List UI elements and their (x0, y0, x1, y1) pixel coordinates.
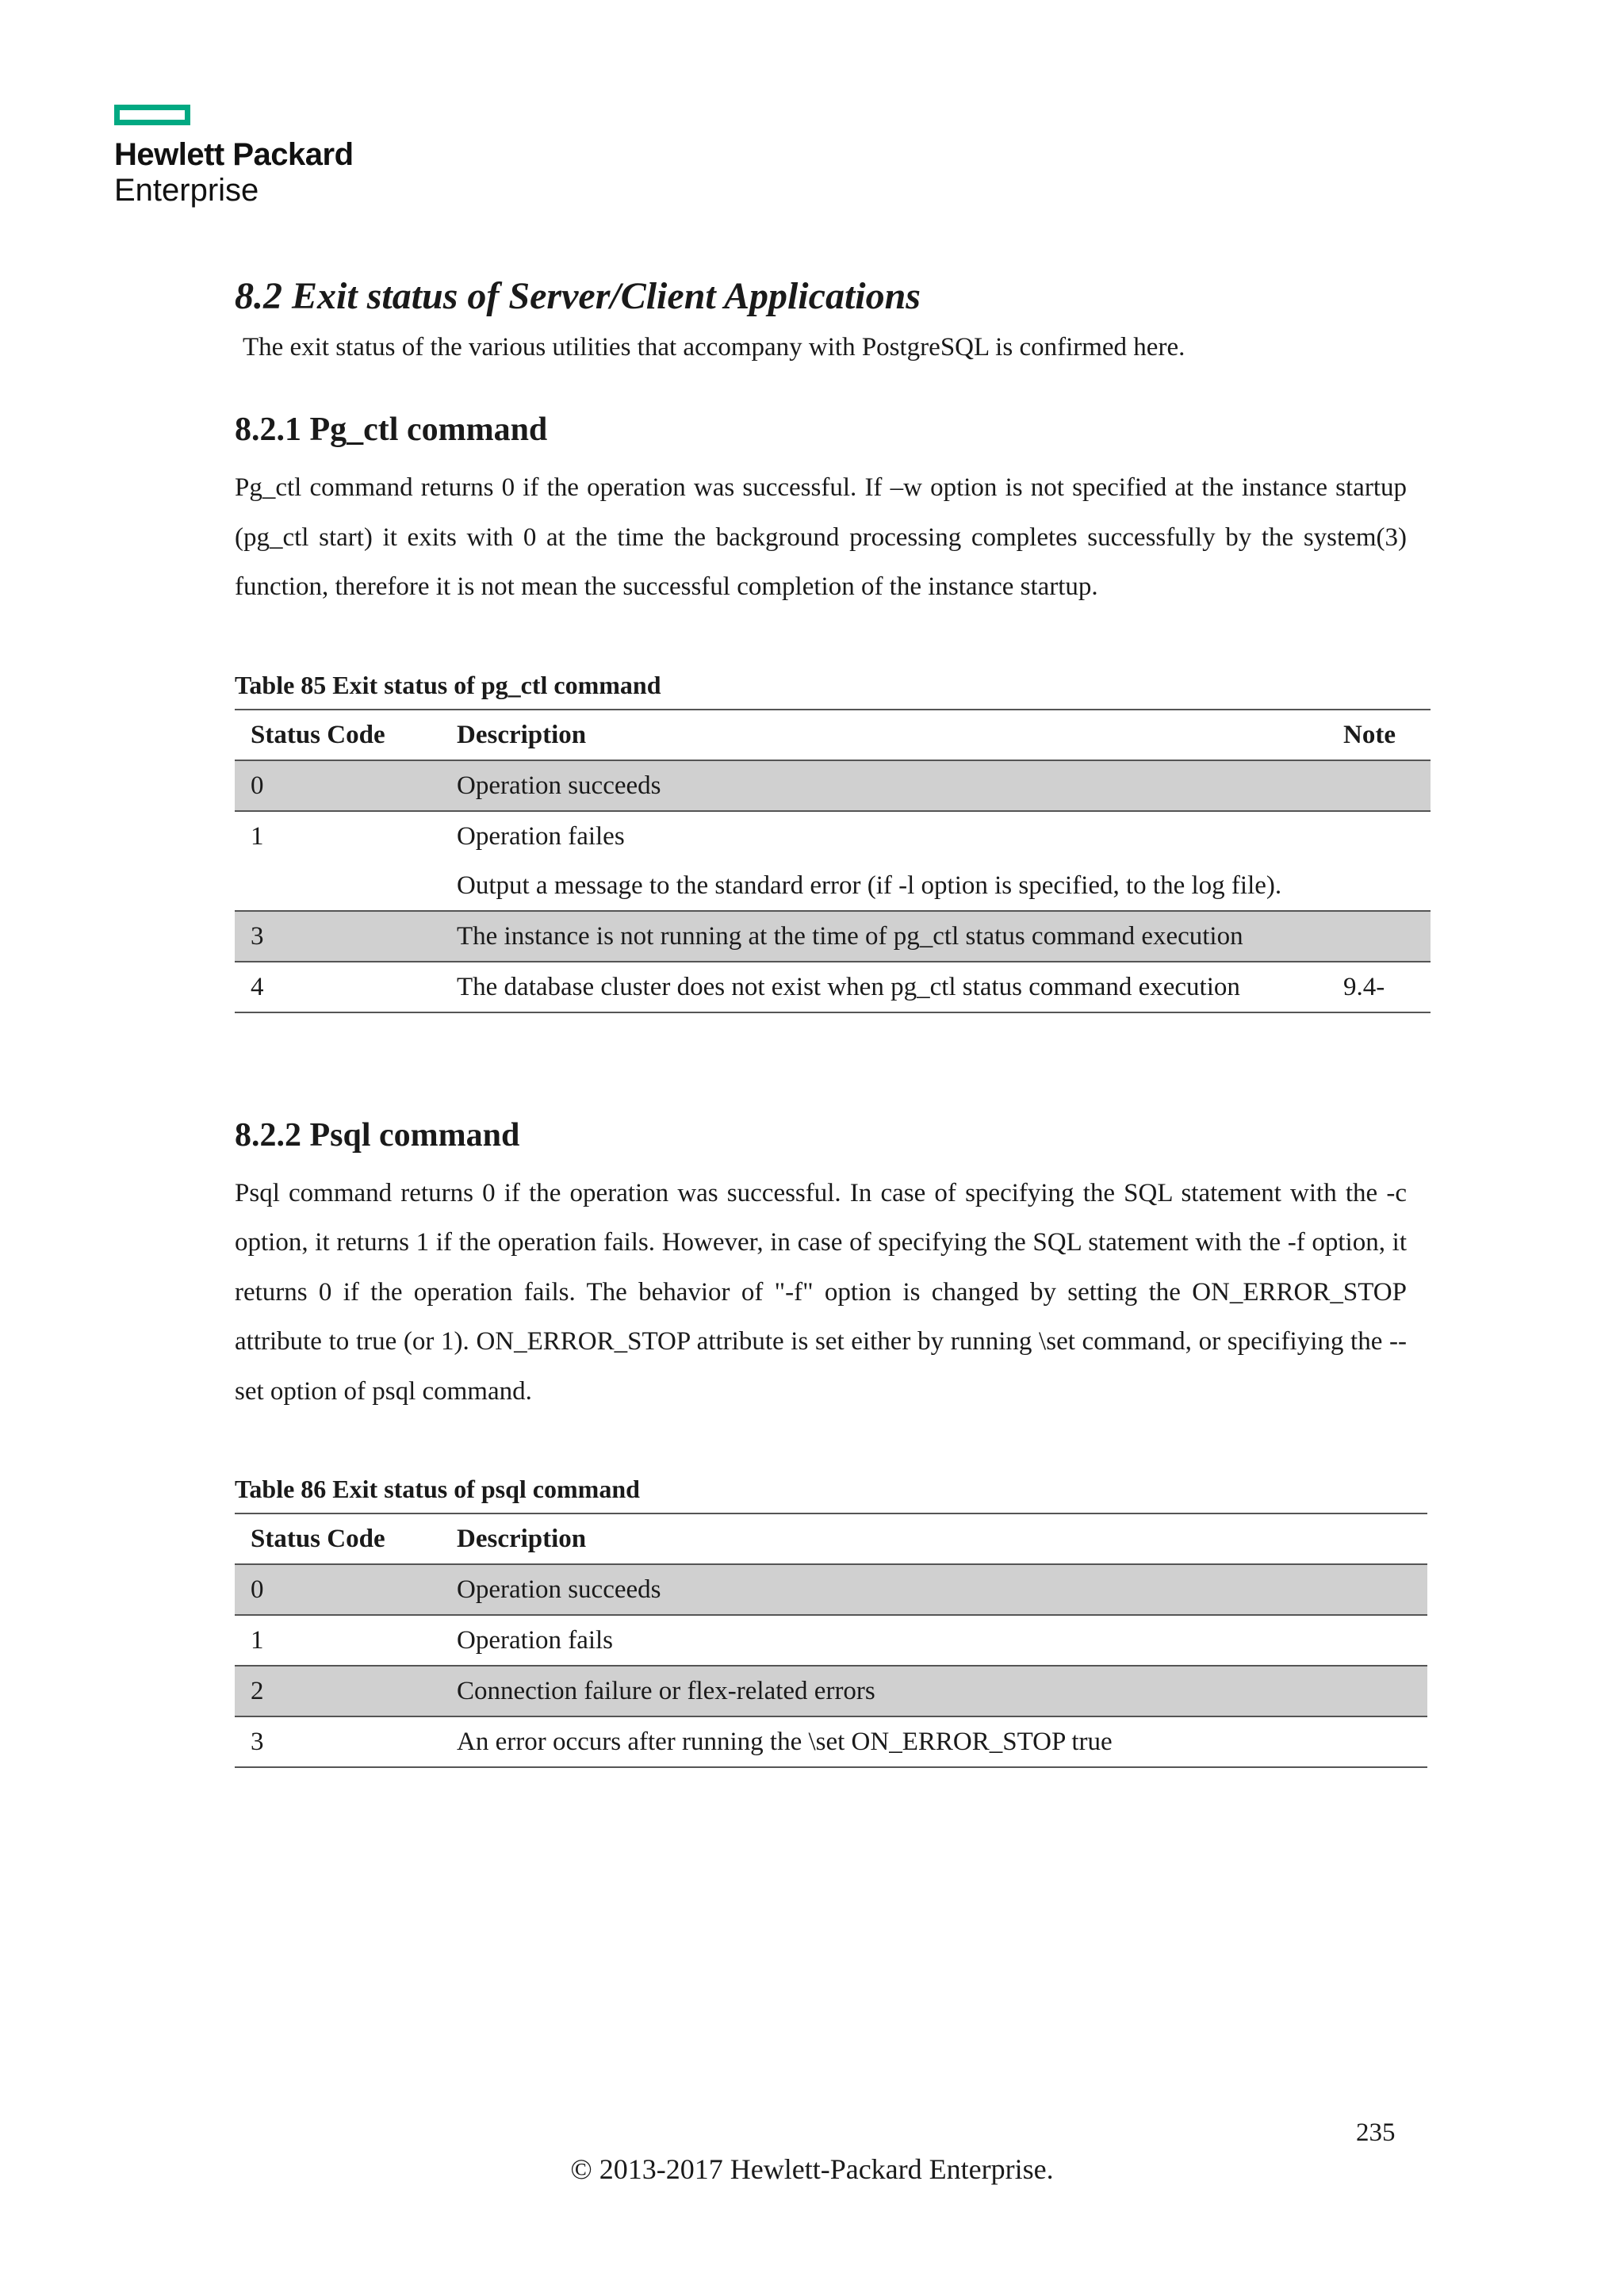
cell-description-line1: Operation failes (457, 821, 625, 851)
section-title: 8.2 Exit status of Server/Client Applications (235, 275, 921, 317)
page-number: 235 (1356, 2118, 1396, 2147)
header-description: Description (441, 710, 1335, 760)
header-description: Description (441, 1513, 1427, 1564)
table-row (235, 1615, 1427, 1666)
cell-description: The instance is not running at the time of pg_ctl status command execution (441, 911, 1335, 962)
cell-description: Operation succeeds (441, 760, 1335, 811)
psql-table-caption: Table 86 Exit status of psql command (235, 1475, 640, 1503)
table-row (235, 1666, 1427, 1716)
header-status-code: Status Code (235, 710, 441, 760)
cell-code: 1 (235, 811, 441, 911)
page-content (235, 270, 1424, 1768)
header-status-code: Status Code (235, 1513, 441, 1564)
cell-code: 3 (235, 911, 441, 962)
header-note: Note (1335, 710, 1431, 760)
table-row (235, 760, 1431, 811)
table-row (235, 962, 1431, 1012)
table-header-row (235, 710, 1431, 760)
logo-text-line2: Enterprise (114, 173, 259, 208)
pgctl-heading: 8.2.1 Pg_ctl command (235, 411, 548, 448)
cell-note (1335, 811, 1431, 911)
cell-code: 4 (235, 962, 441, 1012)
cell-description: Connection failure or flex-related errors (441, 1666, 1427, 1716)
cell-note (1335, 760, 1431, 811)
cell-code: 0 (235, 1564, 441, 1615)
cell-description: The database cluster does not exist when pg_ctl status command execution (441, 962, 1335, 1012)
table-row (235, 1716, 1427, 1767)
cell-note (1335, 911, 1431, 962)
table-row (235, 1564, 1427, 1615)
section-intro: The exit status of the various utilities that accompany with PostgreSQL is confirmed here. (243, 333, 1185, 362)
pgctl-table-caption: Table 85 Exit status of pg_ctl command (235, 670, 661, 699)
psql-heading: 8.2.2 Psql command (235, 1116, 520, 1154)
cell-code: 3 (235, 1716, 441, 1767)
psql-status-table (235, 1513, 1427, 1768)
cell-description: An error occurs after running the \set ON_ERROR_STOP true (441, 1716, 1427, 1767)
logo-text-line1: Hewlett Packard (114, 137, 354, 172)
copyright-footer: © 2013-2017 Hewlett-Packard Enterprise. (570, 2153, 1054, 2185)
cell-code: 2 (235, 1666, 441, 1716)
cell-code: 1 (235, 1615, 441, 1666)
hpe-logo-bar (114, 105, 190, 125)
psql-paragraph: Psql command returns 0 if the operation was successful. In case of specifying the SQL statement with the -c option, it returns 1 if the operation fails. However, in case of specifying the SQL statement with the -f option, it returns 0 if the operation fails. The behavior of "-f" option is changed by setting the ON_ERROR_STOP attribute to true (or 1). ON_ERROR_STOP attribute is set either by running \set command, or specifiying the --set option of psql command. (235, 1178, 1407, 1406)
cell-description: Operation succeeds (441, 1564, 1427, 1615)
cell-note: 9.4- (1335, 962, 1431, 1012)
table-header-row (235, 1513, 1427, 1564)
hpe-logo (114, 105, 354, 208)
table-row (235, 911, 1431, 962)
cell-code: 0 (235, 760, 441, 811)
cell-description-line2: Output a message to the standard error (if -l option is specified, to the log file). (457, 871, 1282, 900)
cell-description: Operation fails (441, 1615, 1427, 1666)
pgctl-status-table (235, 709, 1431, 1013)
table-row (235, 811, 1431, 911)
cell-description (441, 811, 1335, 911)
pgctl-paragraph: Pg_ctl command returns 0 if the operation was successful. If –w option is not specified at the instance startup (pg_ctl start) it exits with 0 at the time the background processing completes successfully by the system(3) function, therefore it is not mean the successful completion of the instance startup. (235, 473, 1407, 601)
